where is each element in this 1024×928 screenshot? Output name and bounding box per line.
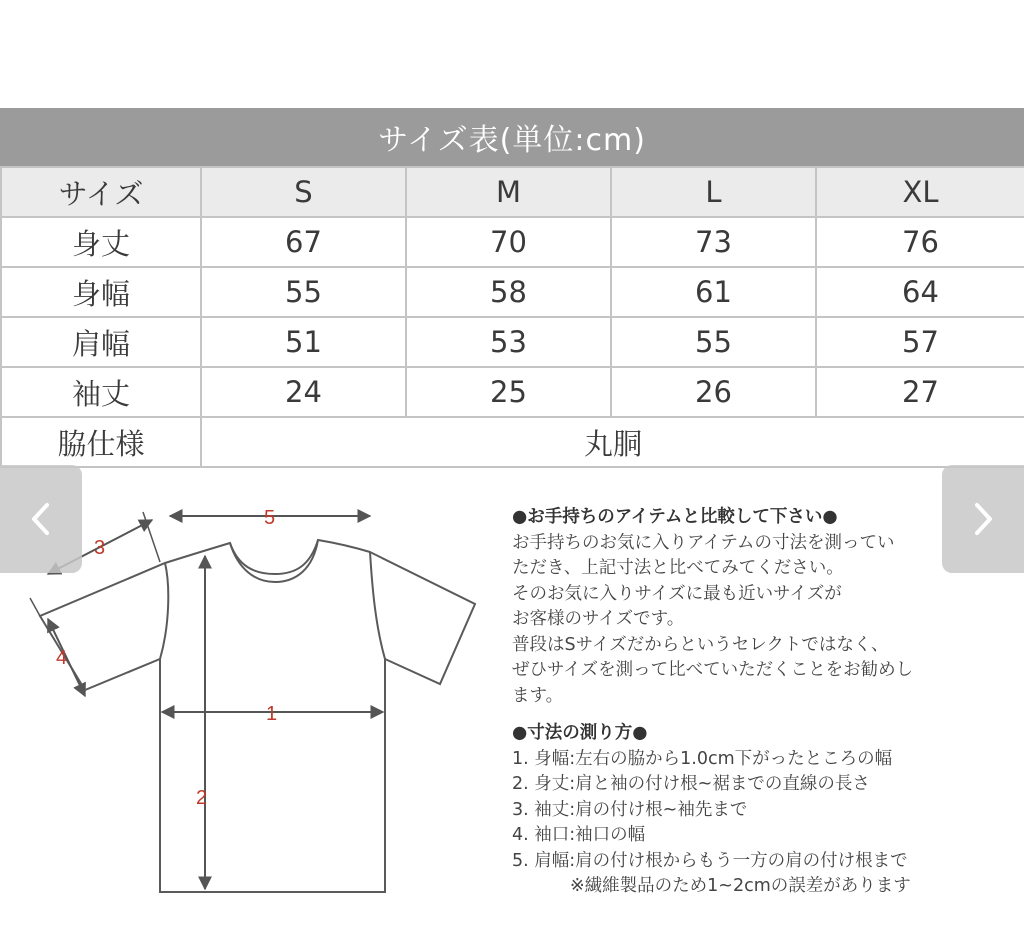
measurement-notes [512, 505, 1012, 900]
row-label: 袖丈 [1, 367, 201, 417]
compare-line: お客様のサイズです。 [512, 609, 685, 629]
carousel-prev-button[interactable] [0, 465, 82, 573]
table-row-side [1, 417, 1024, 467]
measure-label-2: 2 [196, 787, 208, 809]
table-cell: 24 [201, 367, 406, 417]
measure-line: 2. 身丈:肩と袖の付け根~裾までの直線の長さ [512, 774, 870, 794]
size-table-title: サイズ表(単位:cm) [0, 108, 1024, 166]
row-label: 身幅 [1, 267, 201, 317]
table-cell: 57 [816, 317, 1024, 367]
compare-line: 普段はSサイズだからというセレクトではなく、 [512, 634, 889, 655]
table-cell: 55 [201, 267, 406, 317]
measure-label-3: 3 [94, 537, 106, 559]
table-header-row [1, 167, 1024, 217]
row-label: 肩幅 [1, 317, 201, 367]
header-cell-m: M [406, 167, 611, 217]
table-cell: 25 [406, 367, 611, 417]
measure-label-4: 4 [56, 647, 68, 669]
table-row [1, 217, 1024, 267]
measure-heading: ●寸法の測り方● [512, 723, 648, 743]
compare-line: ます。 [512, 685, 564, 706]
table-cell: 76 [816, 217, 1024, 267]
chevron-left-icon [29, 501, 53, 537]
compare-line: ただき、上記寸法と比べてみてください。 [512, 558, 844, 578]
table-row [1, 267, 1024, 317]
table-cell: 61 [611, 267, 816, 317]
header-cell-xl: XL [816, 167, 1024, 217]
disclaimer-text: ※繊維製品のため1~2cmの誤差があります [570, 876, 911, 896]
table-cell: 58 [406, 267, 611, 317]
row-label: 身丈 [1, 217, 201, 267]
carousel-next-button[interactable] [942, 465, 1024, 573]
measure-line: 5. 肩幅:肩の付け根からもう一方の肩の付け根まで [512, 850, 908, 871]
header-cell-s: S [201, 167, 406, 217]
table-cell: 26 [611, 367, 816, 417]
compare-line: ぜひサイズを測って比べていただくことをお勧めし [512, 660, 914, 680]
compare-line: お手持ちのお気に入りアイテムの寸法を測ってい [512, 532, 895, 553]
table-cell: 64 [816, 267, 1024, 317]
chevron-right-icon [971, 501, 995, 537]
table-cell: 73 [611, 217, 816, 267]
measure-label-5: 5 [264, 507, 276, 529]
measure-label-1: 1 [266, 703, 278, 725]
compare-line: そのお気に入りサイズに最も近いサイズが [512, 583, 842, 604]
table-cell: 55 [611, 317, 816, 367]
table-cell: 51 [201, 317, 406, 367]
size-table [0, 166, 1024, 468]
measure-line: 1. 身幅:左右の脇から1.0cm下がったところの幅 [512, 748, 893, 769]
table-cell: 70 [406, 217, 611, 267]
tshirt-outline [40, 540, 475, 892]
table-cell: 27 [816, 367, 1024, 417]
table-cell: 67 [201, 217, 406, 267]
measure-line: 4. 袖口:袖口の幅 [512, 825, 646, 845]
table-cell: 53 [406, 317, 611, 367]
table-row [1, 367, 1024, 417]
measure-line: 3. 袖丈:肩の付け根~袖先まで [512, 799, 748, 820]
side-spec-label: 脇仕様 [1, 417, 201, 467]
header-cell-size: サイズ [1, 167, 201, 217]
table-row [1, 317, 1024, 367]
side-spec-value: 丸胴 [201, 417, 1024, 467]
header-cell-l: L [611, 167, 816, 217]
compare-heading: ●お手持ちのアイテムと比較して下さい● [512, 507, 838, 527]
